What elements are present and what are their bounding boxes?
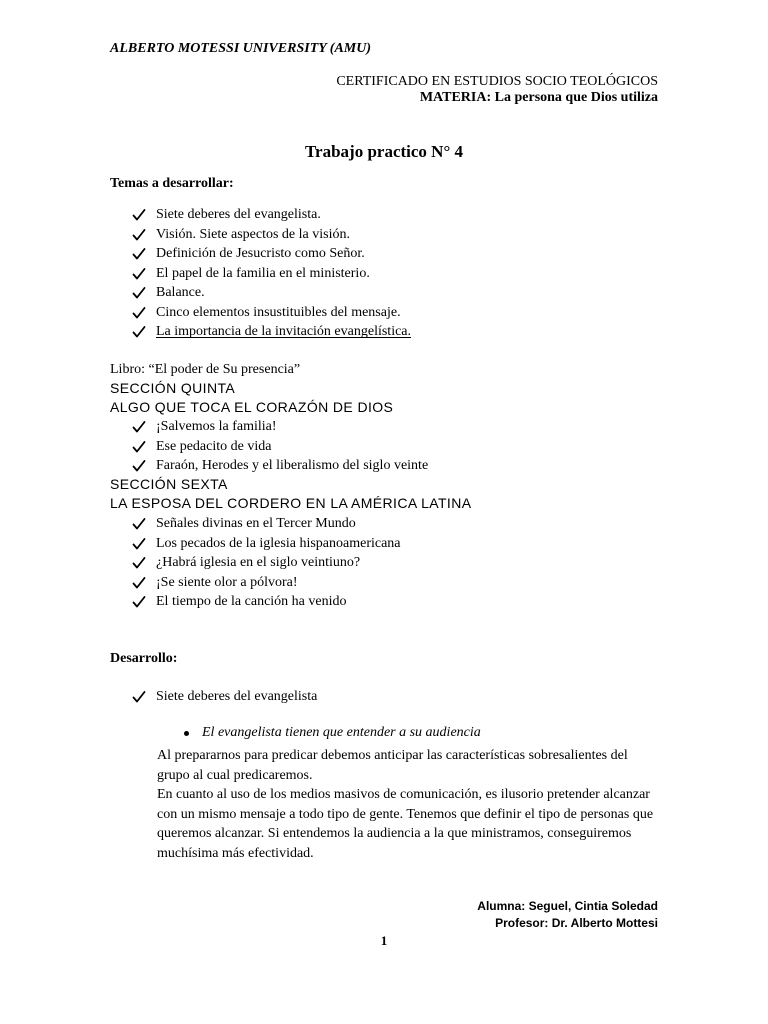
certificate-title: CERTIFICADO EN ESTUDIOS SOCIO TEOLÓGICOS bbox=[336, 74, 658, 89]
temas-list bbox=[110, 205, 411, 342]
list-item: Visión. Siete aspectos de la visión. bbox=[110, 225, 411, 245]
checkmark-icon bbox=[132, 459, 146, 473]
section5-subtitle: ALGO QUE TOCA EL CORAZÓN DE DIOS bbox=[110, 399, 394, 415]
paragraph: Al prepararnos para predicar debemos anticipar las características sobresalientes del grupo al cual predicaremos. bbox=[157, 748, 628, 783]
checkmark-icon bbox=[132, 267, 146, 281]
list-item: Cinco elementos insustituibles del mensaje. bbox=[110, 303, 411, 323]
section6-subtitle: LA ESPOSA DEL CORDERO EN LA AMÉRICA LATINA bbox=[110, 495, 472, 511]
student-name: Alumna: Seguel, Cintia Soledad bbox=[477, 899, 658, 913]
checkmark-icon bbox=[132, 208, 146, 222]
list-item: Siete deberes del evangelista. bbox=[110, 205, 411, 225]
page-title: Trabajo practico N° 4 bbox=[304, 142, 464, 161]
list-item: Señales divinas en el Tercer Mundo bbox=[110, 514, 401, 534]
list-item: El papel de la familia en el ministerio. bbox=[110, 264, 411, 284]
checkmark-icon bbox=[132, 517, 146, 531]
list-item: La importancia de la invitación evangelística. bbox=[110, 322, 411, 342]
desarrollo-list bbox=[110, 687, 317, 707]
list-item: ¡Salvemos la familia! bbox=[110, 417, 428, 437]
desarrollo-heading: Desarrollo: bbox=[110, 651, 178, 666]
bullet-icon bbox=[184, 731, 189, 736]
checkmark-icon bbox=[132, 286, 146, 300]
list-item: El tiempo de la canción ha venido bbox=[110, 592, 401, 612]
list-item: Siete deberes del evangelista bbox=[110, 687, 317, 707]
section5-title: SECCIÓN QUINTA bbox=[110, 380, 236, 396]
list-item: Faraón, Herodes y el liberalismo del siglo veinte bbox=[110, 456, 428, 476]
professor-name: Profesor: Dr. Alberto Mottesi bbox=[495, 916, 658, 930]
checkmark-icon bbox=[132, 690, 146, 704]
list-item: Los pecados de la iglesia hispanoamericana bbox=[110, 534, 401, 554]
checkmark-icon bbox=[132, 306, 146, 320]
university-name: ALBERTO MOTESSI UNIVERSITY (AMU) bbox=[110, 41, 372, 56]
page-number: 1 bbox=[380, 933, 388, 948]
checkmark-icon bbox=[132, 576, 146, 590]
checkmark-icon bbox=[132, 325, 146, 339]
section6-list bbox=[110, 514, 401, 612]
section6-title: SECCIÓN SEXTA bbox=[110, 476, 228, 492]
checkmark-icon bbox=[132, 247, 146, 261]
section5-list bbox=[110, 417, 428, 476]
list-item: ¿Habrá iglesia en el siglo veintiuno? bbox=[110, 553, 401, 573]
checkmark-icon bbox=[132, 537, 146, 551]
list-item: Ese pedacito de vida bbox=[110, 437, 428, 457]
subitem-heading: El evangelista tienen que entender a su audiencia bbox=[202, 725, 481, 740]
checkmark-icon bbox=[132, 420, 146, 434]
list-item: Definición de Jesucristo como Señor. bbox=[110, 244, 411, 264]
temas-heading: Temas a desarrollar: bbox=[110, 176, 234, 191]
book-title: Libro: “El poder de Su presencia” bbox=[110, 362, 301, 377]
checkmark-icon bbox=[132, 228, 146, 242]
body-text bbox=[157, 746, 657, 863]
checkmark-icon bbox=[132, 440, 146, 454]
list-item: Balance. bbox=[110, 283, 411, 303]
subject-title: MATERIA: La persona que Dios utiliza bbox=[419, 90, 658, 105]
paragraph: En cuanto al uso de los medios masivos de comunicación, es ilusorio pretender alcanzar con un mismo mensaje a todo tipo de gente. Tenemos que definir el tipo de personas que queremos alcanzar. Si entendemos la audiencia a la que ministramos, conseguiremos muchísima más efectividad. bbox=[157, 787, 654, 861]
checkmark-icon bbox=[132, 556, 146, 570]
list-item: ¡Se siente olor a pólvora! bbox=[110, 573, 401, 593]
checkmark-icon bbox=[132, 595, 146, 609]
